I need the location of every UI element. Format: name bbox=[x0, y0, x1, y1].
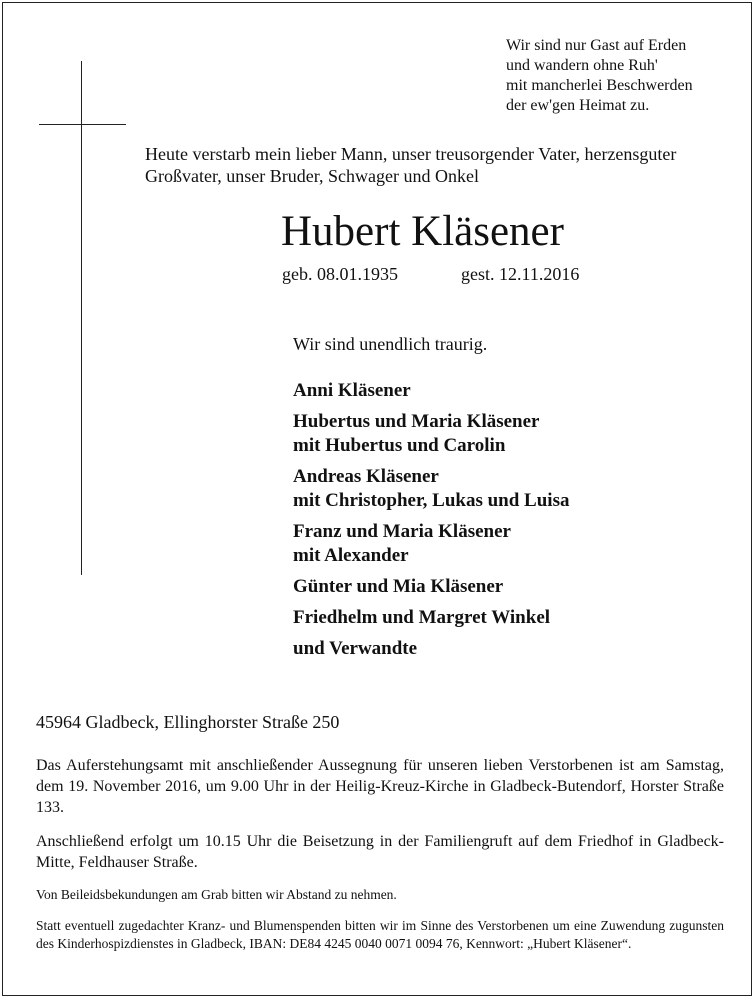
poem-verse bbox=[506, 36, 693, 116]
poem-line: und wandern ohne Ruh' bbox=[506, 57, 658, 74]
family-line: Franz und Maria Kläsener bbox=[293, 521, 511, 542]
poem-line: der ew'gen Heimat zu. bbox=[506, 97, 650, 114]
family-line: Hubertus und Maria Kläsener bbox=[293, 411, 540, 432]
family-address: 45964 Gladbeck, Ellinghorster Straße 250 bbox=[36, 712, 340, 732]
obituary-notice bbox=[2, 2, 752, 996]
poem-line: Wir sind nur Gast auf Erden bbox=[506, 37, 687, 54]
announcement-intro bbox=[145, 143, 745, 187]
donations-note: Statt eventuell zugedachter Kranz- und Blumenspenden bitten wir im Sinne des Verstorbenen um eine Zuwendung zugunsten des Kinderhospizdienstes in Gladbeck, IBAN: DE84 4245 0040 0071 0094 76, Kennwort: „Hubert Kläsener“. bbox=[36, 918, 724, 951]
birth-date: geb. 08.01.1935 bbox=[282, 264, 398, 284]
cross-icon-vertical bbox=[81, 61, 82, 575]
family-line: mit Christopher, Lukas und Luisa bbox=[293, 490, 570, 511]
mourning-line: Wir sind unendlich traurig. bbox=[293, 334, 488, 354]
poem-line: mit mancherlei Beschwerden bbox=[506, 77, 693, 94]
cross-icon-horizontal bbox=[39, 124, 126, 125]
family-group bbox=[293, 379, 569, 403]
service-paragraph: Das Auferstehungsamt mit anschließender Aussegnung für unseren lieben Verstorbenen ist am Samstag, dem 19. November 2016, um 9.00 Uhr in der Heilig-Kreuz-Kirche in Gladbeck-Butendorf, Horster Straße 133. bbox=[36, 757, 724, 816]
family-group bbox=[293, 410, 569, 458]
family-line: Andreas Kläsener bbox=[293, 466, 439, 487]
deceased-name: Hubert Kläsener bbox=[281, 208, 564, 255]
family-line: Friedhelm und Margret Winkel bbox=[293, 607, 551, 628]
family-group bbox=[293, 520, 569, 568]
family-line: und Verwandte bbox=[293, 638, 418, 659]
condolences-note: Von Beileidsbekundungen am Grab bitten wir Abstand zu nehmen. bbox=[36, 887, 397, 902]
burial-paragraph: Anschließend erfolgt um 10.15 Uhr die Beisetzung in der Familiengruft auf dem Friedhof in Gladbeck-Mitte, Feldhauser Straße. bbox=[36, 833, 724, 871]
family-group bbox=[293, 575, 569, 599]
family-line: mit Hubertus und Carolin bbox=[293, 435, 506, 456]
family-list bbox=[293, 379, 569, 668]
family-line: Günter und Mia Kläsener bbox=[293, 576, 504, 597]
death-date: gest. 12.11.2016 bbox=[461, 264, 580, 284]
family-group bbox=[293, 606, 569, 630]
intro-line: Heute verstarb mein lieber Mann, unser treusorgender Vater, herzensguter bbox=[145, 144, 677, 164]
intro-line: Großvater, unser Bruder, Schwager und Onkel bbox=[145, 166, 479, 186]
family-group bbox=[293, 637, 569, 661]
family-line: Anni Kläsener bbox=[293, 380, 411, 401]
family-line: mit Alexander bbox=[293, 545, 409, 566]
family-group bbox=[293, 465, 569, 513]
